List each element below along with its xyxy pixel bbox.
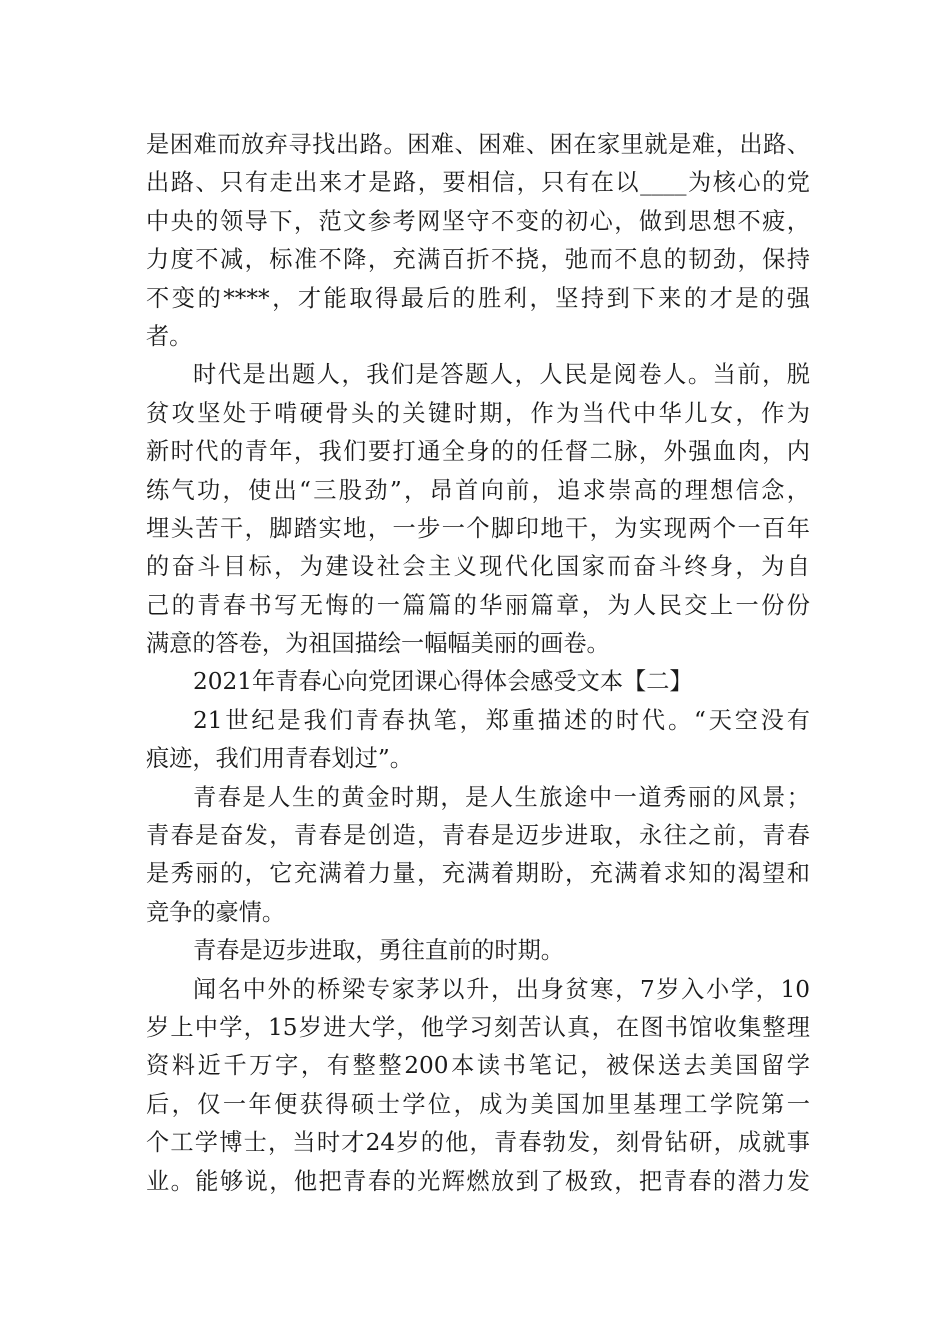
text-line: 的奋斗目标，为建设社会主义现代化国家而奋斗终身，为自: [146, 553, 810, 581]
text-line: 力度不减，标准不降，充满百折不挠，弛而不息的韧劲，保持: [146, 246, 810, 274]
text-line: 岁上中学，15岁进大学，他学习刻苦认真，在图书馆收集整理: [146, 1013, 810, 1041]
text-line: 出路、只有走出来才是路，要相信，只有在以____为核心的党: [146, 169, 810, 197]
text-line: 个工学博士，当时才24岁的他，青春勃发，刻骨钻研，成就事: [146, 1129, 810, 1157]
text-line: 资料近千万字，有整整200本读书笔记，被保送去美国留学: [146, 1052, 810, 1080]
text-line: 竞争的豪情。: [146, 898, 286, 926]
text-line: 贫攻坚处于啃硬骨头的关键时期，作为当代中华儿女，作为: [146, 399, 810, 427]
text-line: 时代是出题人，我们是答题人，人民是阅卷人。当前，脱: [193, 361, 810, 389]
text-line: 己的青春书写无悔的一篇篇的华丽篇章，为人民交上一份份: [146, 591, 810, 619]
text-line: 后，仅一年便获得硕士学位，成为美国加里基理工学院第一: [146, 1090, 810, 1118]
text-line: 青春是人生的黄金时期，是人生旅途中一道秀丽的风景；: [193, 783, 810, 811]
text-line: 21世纪是我们青春执笔，郑重描述的时代。“天空没有: [193, 706, 810, 734]
text-line: 新时代的青年，我们要打通全身的的任督二脉，外强血肉，内: [146, 438, 810, 466]
text-line: 闻名中外的桥梁专家茅以升，出身贫寒，7岁入小学，10: [193, 975, 810, 1003]
text-line: 练气功，使出“三股劲”，昂首向前，追求崇高的理想信念，: [146, 476, 810, 504]
text-line: 是困难而放弃寻找出路。困难、困难、困在家里就是难，出路、: [146, 131, 810, 158]
text-line: 青春是迈步进取，勇往直前的时期。: [193, 937, 564, 965]
text-line: 不变的****，才能取得最后的胜利，坚持到下来的才是的强: [146, 284, 810, 312]
text-line: 痕迹，我们用青春划过”。: [146, 745, 413, 773]
text-line: 2021年青春心向党团课心得体会感受文本【二】: [193, 668, 693, 696]
text-line: 业。能够说，他把青春的光辉燃放到了极致，把青春的潜力发: [146, 1167, 810, 1195]
text-line: 中央的领导下，范文参考网坚守不变的初心，做到思想不疲，: [146, 207, 810, 235]
body-text: [146, 126, 810, 1201]
text-line: 是秀丽的，它充满着力量，充满着期盼，充满着求知的渴望和: [146, 860, 810, 888]
text-line: 者。: [146, 322, 193, 350]
text-line: 满意的答卷，为祖国描绘一幅幅美丽的画卷。: [146, 630, 610, 658]
text-line: 埋头苦干，脚踏实地，一步一个脚印地干，为实现两个一百年: [146, 514, 810, 542]
text-line: 青春是奋发，青春是创造，青春是迈步进取，永往之前，青春: [146, 822, 810, 850]
